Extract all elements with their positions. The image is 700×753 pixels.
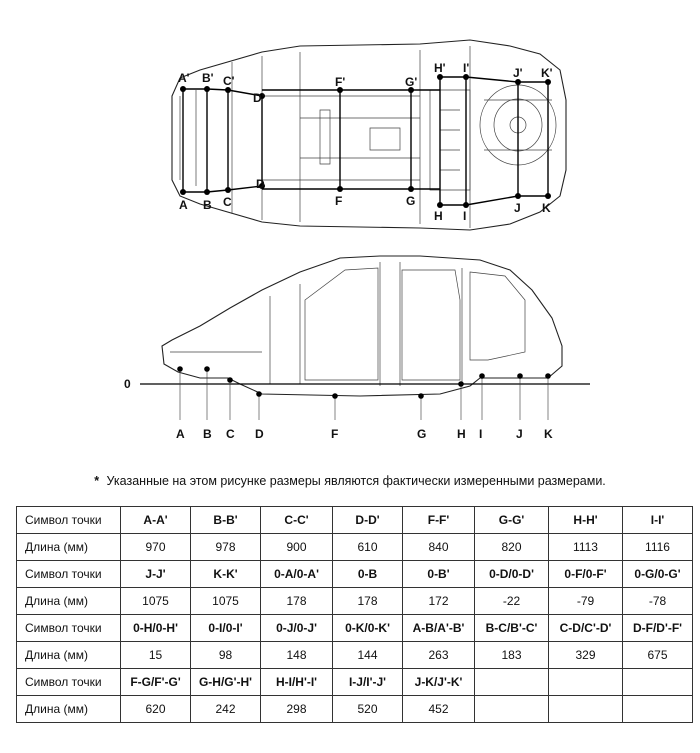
point-symbol-cell: 0-A/0-A' (261, 561, 333, 588)
length-value-cell: 900 (261, 534, 333, 561)
point-symbol-cell: C-C' (261, 507, 333, 534)
point-symbol-cell: G-H/G'-H' (191, 669, 261, 696)
measurement-note (0, 474, 700, 488)
top-measurement-points (180, 74, 551, 208)
length-value-cell: 15 (121, 642, 191, 669)
point-symbol-cell: G-G' (475, 507, 549, 534)
point-symbol-cell: 0-G/0-G' (623, 561, 693, 588)
point-symbol-cell: 0-B' (403, 561, 475, 588)
point-symbol-cell: 0-I/0-I' (191, 615, 261, 642)
length-value-cell: 978 (191, 534, 261, 561)
length-row-header: Длина (мм) (17, 696, 121, 723)
point-symbol-cell: J-J' (121, 561, 191, 588)
point-symbol-cell: 0-B (333, 561, 403, 588)
bottom-label-a: A (179, 198, 188, 212)
length-value-cell (623, 696, 693, 723)
length-value-cell: 263 (403, 642, 475, 669)
top-label-g-prime: G' (405, 75, 418, 89)
length-value-cell: 1075 (121, 588, 191, 615)
length-value-cell: 329 (549, 642, 623, 669)
bottom-label-b: B (203, 198, 212, 212)
side-label-j: J (516, 427, 523, 441)
length-row (17, 696, 693, 723)
symbol-row-header: Символ точки (17, 561, 121, 588)
length-row-header: Длина (мм) (17, 588, 121, 615)
length-value-cell: -79 (549, 588, 623, 615)
top-label-i-prime: I' (463, 61, 470, 75)
point-symbol-cell: C-D/C'-D' (549, 615, 623, 642)
symbol-row (17, 561, 693, 588)
point-symbol-cell (623, 669, 693, 696)
bottom-label-f: F (335, 194, 343, 208)
length-row (17, 534, 693, 561)
top-label-j-prime: J' (513, 66, 523, 80)
top-label-a-prime: A' (178, 71, 190, 85)
length-value-cell: 178 (261, 588, 333, 615)
side-label-k: K (544, 427, 553, 441)
length-value-cell: 144 (333, 642, 403, 669)
side-label-b: B (203, 427, 212, 441)
point-symbol-cell: I-I' (623, 507, 693, 534)
point-symbol-cell: 0-D/0-D' (475, 561, 549, 588)
point-symbol-cell: H-H' (549, 507, 623, 534)
body-side-outline (162, 256, 562, 396)
body-side-view (124, 256, 590, 441)
point-symbol-cell: I-J/I'-J' (333, 669, 403, 696)
side-drop-lines (180, 369, 548, 420)
length-value-cell: 1113 (549, 534, 623, 561)
side-label-i: I (479, 427, 483, 441)
length-value-cell: -22 (475, 588, 549, 615)
length-value-cell: 520 (333, 696, 403, 723)
point-symbol-cell: 0-J/0-J' (261, 615, 333, 642)
side-label-f: F (331, 427, 339, 441)
length-value-cell: 610 (333, 534, 403, 561)
point-symbol-cell: H-I/H'-I' (261, 669, 333, 696)
bottom-label-h: H (434, 209, 443, 223)
length-value-cell: 1116 (623, 534, 693, 561)
point-symbol-cell: D-F/D'-F' (623, 615, 693, 642)
bottom-label-d: D (256, 177, 265, 191)
top-label-b-prime: B' (202, 71, 214, 85)
point-symbol-cell: F-F' (403, 507, 475, 534)
length-value-cell: 675 (623, 642, 693, 669)
symbol-row (17, 615, 693, 642)
bottom-label-j: J (514, 201, 521, 215)
point-symbol-cell: B-B' (191, 507, 261, 534)
symbol-row-header: Символ точки (17, 669, 121, 696)
symbol-row-header: Символ точки (17, 615, 121, 642)
length-value-cell: 98 (191, 642, 261, 669)
length-value-cell: 148 (261, 642, 333, 669)
length-value-cell: 242 (191, 696, 261, 723)
dimensions-table (16, 506, 693, 723)
length-value-cell (475, 696, 549, 723)
length-row (17, 588, 693, 615)
point-symbol-cell: A-B/A'-B' (403, 615, 475, 642)
length-value-cell: 172 (403, 588, 475, 615)
length-row (17, 642, 693, 669)
side-label-g: G (417, 427, 427, 441)
length-value-cell (549, 696, 623, 723)
length-value-cell: 452 (403, 696, 475, 723)
note-star: * (94, 474, 100, 488)
bottom-label-k: K (542, 201, 551, 215)
length-row-header: Длина (мм) (17, 642, 121, 669)
point-symbol-cell: 0-K/0-K' (333, 615, 403, 642)
length-row-header: Длина (мм) (17, 534, 121, 561)
symbol-row-header: Символ точки (17, 507, 121, 534)
point-symbol-cell: D-D' (333, 507, 403, 534)
side-label-a: A (176, 427, 185, 441)
underbody-top-view (172, 40, 566, 230)
top-label-f-prime: F' (335, 75, 346, 89)
length-value-cell: 178 (333, 588, 403, 615)
point-symbol-cell (549, 669, 623, 696)
note-text: Указанные на этом рисунке размеры являются фактически измеренными размерами. (106, 474, 606, 488)
point-symbol-cell (475, 669, 549, 696)
point-symbol-cell: 0-F/0-F' (549, 561, 623, 588)
point-symbol-cell: J-K/J'-K' (403, 669, 475, 696)
top-label-h-prime: H' (434, 61, 446, 75)
length-value-cell: 820 (475, 534, 549, 561)
side-label-h: H (457, 427, 466, 441)
symbol-row (17, 669, 693, 696)
top-label-k-prime: K' (541, 66, 553, 80)
side-view-labels (176, 427, 553, 441)
top-label-d-prime: D' (253, 91, 265, 105)
point-symbol-cell: B-C/B'-C' (475, 615, 549, 642)
length-value-cell: 1075 (191, 588, 261, 615)
length-value-cell: 970 (121, 534, 191, 561)
bottom-label-i: I (463, 209, 467, 223)
side-label-d: D (255, 427, 264, 441)
symbol-row (17, 507, 693, 534)
length-value-cell: 840 (403, 534, 475, 561)
top-label-c-prime: C' (223, 74, 235, 88)
point-symbol-cell: K-K' (191, 561, 261, 588)
length-value-cell: 183 (475, 642, 549, 669)
bottom-label-c: C (223, 195, 232, 209)
bottom-label-g: G (406, 194, 416, 208)
side-label-c: C (226, 427, 235, 441)
zero-label: 0 (124, 377, 131, 391)
top-view-labels (178, 61, 553, 223)
point-symbol-cell: F-G/F'-G' (121, 669, 191, 696)
length-value-cell: -78 (623, 588, 693, 615)
side-measurement-points (177, 366, 551, 399)
length-value-cell: 298 (261, 696, 333, 723)
point-symbol-cell: A-A' (121, 507, 191, 534)
length-value-cell: 620 (121, 696, 191, 723)
point-symbol-cell: 0-H/0-H' (121, 615, 191, 642)
